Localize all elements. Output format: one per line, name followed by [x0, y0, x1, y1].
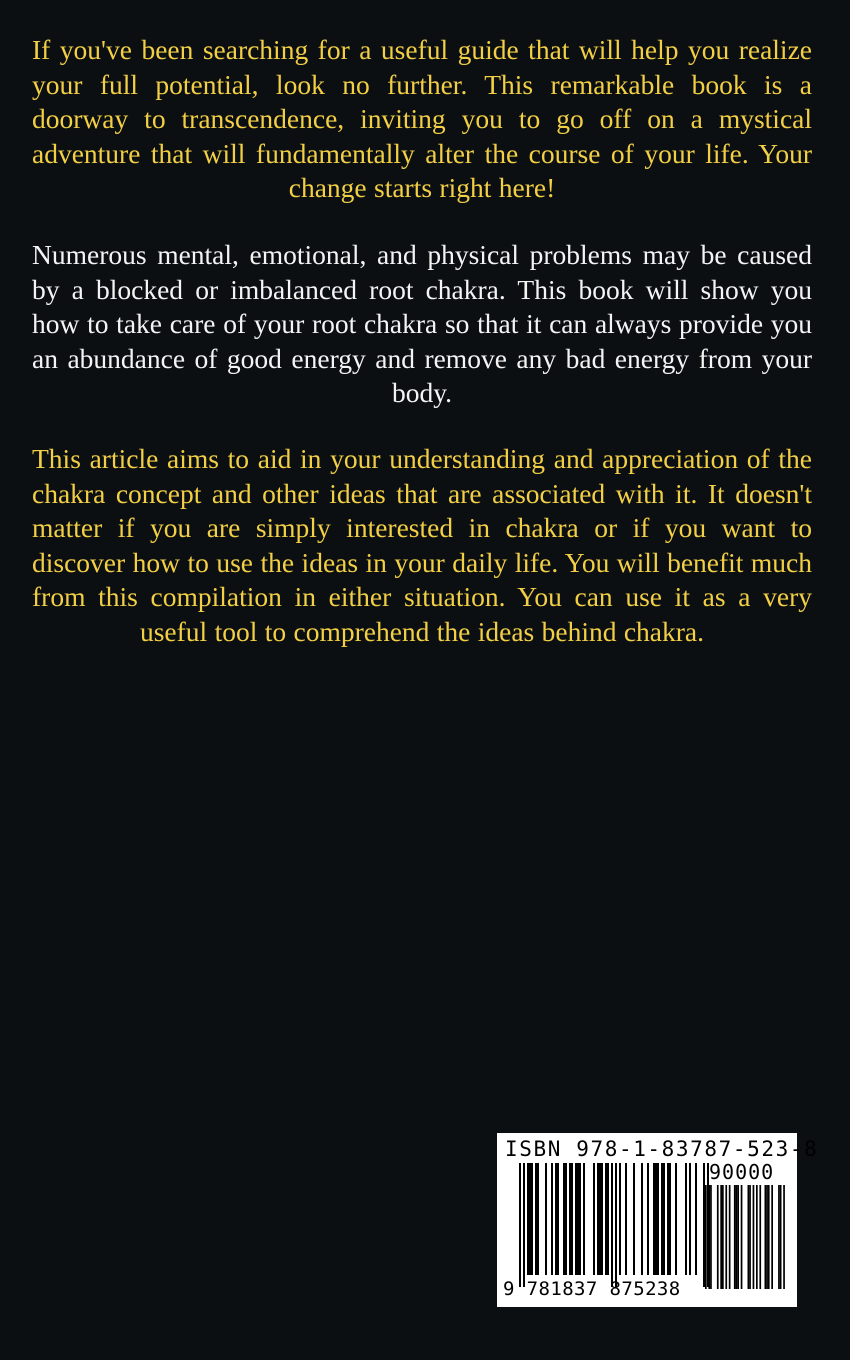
addon-bar-46: [708, 1185, 710, 1289]
isbn-label: ISBN 978-1-83787-523-8: [505, 1137, 819, 1161]
blurb-paragraph-1: If you've been searching for a useful guide that will help you realize your full potential, look no further. This remarkable book is a doorway to transcendence, inviting you to go off on a mystical adventure that will fundamentally alter the course of your life. Your change starts right here!: [32, 34, 812, 203]
ean-bar-42: [695, 1163, 697, 1275]
addon-bar-47: [710, 1185, 712, 1289]
isbn-barcode: [497, 1133, 819, 1307]
ean-bar-22: [601, 1163, 603, 1275]
addon-bar-45: [705, 1185, 707, 1289]
ean-bar-34: [657, 1163, 659, 1275]
addon-bar-53: [734, 1185, 736, 1289]
ean-bar-28: [625, 1163, 627, 1275]
ean-bar-30: [641, 1163, 643, 1275]
addon-bar-56: [741, 1185, 743, 1289]
addon-bar-48: [717, 1185, 719, 1289]
addon-bar-67: [780, 1185, 782, 1289]
addon-bar-52: [729, 1185, 731, 1289]
ean-bar-43: [703, 1163, 705, 1287]
ean-bar-4: [531, 1163, 533, 1275]
ean-digits: 9 781837 875238: [503, 1278, 681, 1300]
addon-bar-66: [778, 1185, 780, 1289]
ean-bar-32: [653, 1163, 655, 1275]
ean-bar-12: [565, 1163, 567, 1275]
ean-bar-24: [607, 1163, 609, 1275]
ean-bar-14: [571, 1163, 573, 1275]
ean-bar-6: [537, 1163, 539, 1275]
ean-bar-5: [535, 1163, 537, 1275]
ean-bar-40: [685, 1163, 687, 1275]
addon-bar-62: [765, 1185, 767, 1289]
ean-bar-29: [633, 1163, 635, 1275]
ean-bar-25: [611, 1163, 613, 1287]
ean-bar-27: [619, 1163, 621, 1275]
addon-bar-59: [753, 1185, 755, 1289]
addon-bar-51: [725, 1185, 727, 1289]
blurb-paragraph-3: This article aims to aid in your understanding and appreciation of the chakra concept and other ideas that are associated with it. It doesn't matter if you are simply interested in chakra or if you want to discover how to use the ideas in your daily life. You will benefit much from this compilation in either situation. You can use it as a very useful tool to comprehend the ideas behind chakra.: [32, 443, 812, 647]
addon-bar-58: [749, 1185, 751, 1289]
addon-bar-60: [756, 1185, 758, 1289]
ean-bar-3: [529, 1163, 531, 1275]
ean-bar-11: [563, 1163, 565, 1275]
ean-bar-8: [551, 1163, 553, 1275]
ean-bar-9: [555, 1163, 557, 1275]
addon-bar-49: [720, 1185, 722, 1289]
blurb-paragraph-2: Numerous mental, emotional, and physical problems may be caused by a blocked or imbalanced root chakra. This book will show you how to take care of your root chakra so that it can always provide you an abundance of good energy and remove any bad energy from your body.: [32, 239, 812, 408]
ean-bar-36: [663, 1163, 665, 1275]
addon-bar-63: [766, 1185, 768, 1289]
ean-bar-23: [605, 1163, 607, 1275]
addon-bar-65: [771, 1185, 773, 1289]
ean-bar-26: [615, 1163, 617, 1287]
addon-bar-54: [736, 1185, 738, 1289]
addon-bar-68: [783, 1185, 785, 1289]
ean-bar-10: [557, 1163, 559, 1275]
ean-bar-0: [519, 1163, 521, 1287]
ean-bar-16: [577, 1163, 579, 1275]
ean-bar-37: [667, 1163, 669, 1275]
ean-bar-1: [523, 1163, 525, 1287]
ean-bar-31: [647, 1163, 649, 1275]
ean-bar-7: [545, 1163, 547, 1275]
ean-bar-21: [599, 1163, 601, 1275]
ean-bar-38: [669, 1163, 671, 1275]
ean-bar-35: [661, 1163, 663, 1275]
addon-bar-57: [748, 1185, 750, 1289]
ean-bar-39: [675, 1163, 677, 1275]
ean-bar-19: [593, 1163, 595, 1275]
ean-bar-2: [527, 1163, 529, 1275]
ean-bar-41: [689, 1163, 691, 1275]
ean-bar-17: [579, 1163, 581, 1275]
ean-bar-20: [597, 1163, 599, 1275]
price-code: 90000: [709, 1160, 775, 1184]
addon-bar-50: [722, 1185, 724, 1289]
addon-bar-64: [768, 1185, 770, 1289]
addon-bar-55: [737, 1185, 739, 1289]
addon-bar-61: [759, 1185, 761, 1289]
ean-bar-33: [655, 1163, 657, 1275]
ean-bar-18: [583, 1163, 585, 1275]
ean-bar-15: [575, 1163, 577, 1275]
ean-bar-13: [569, 1163, 571, 1275]
